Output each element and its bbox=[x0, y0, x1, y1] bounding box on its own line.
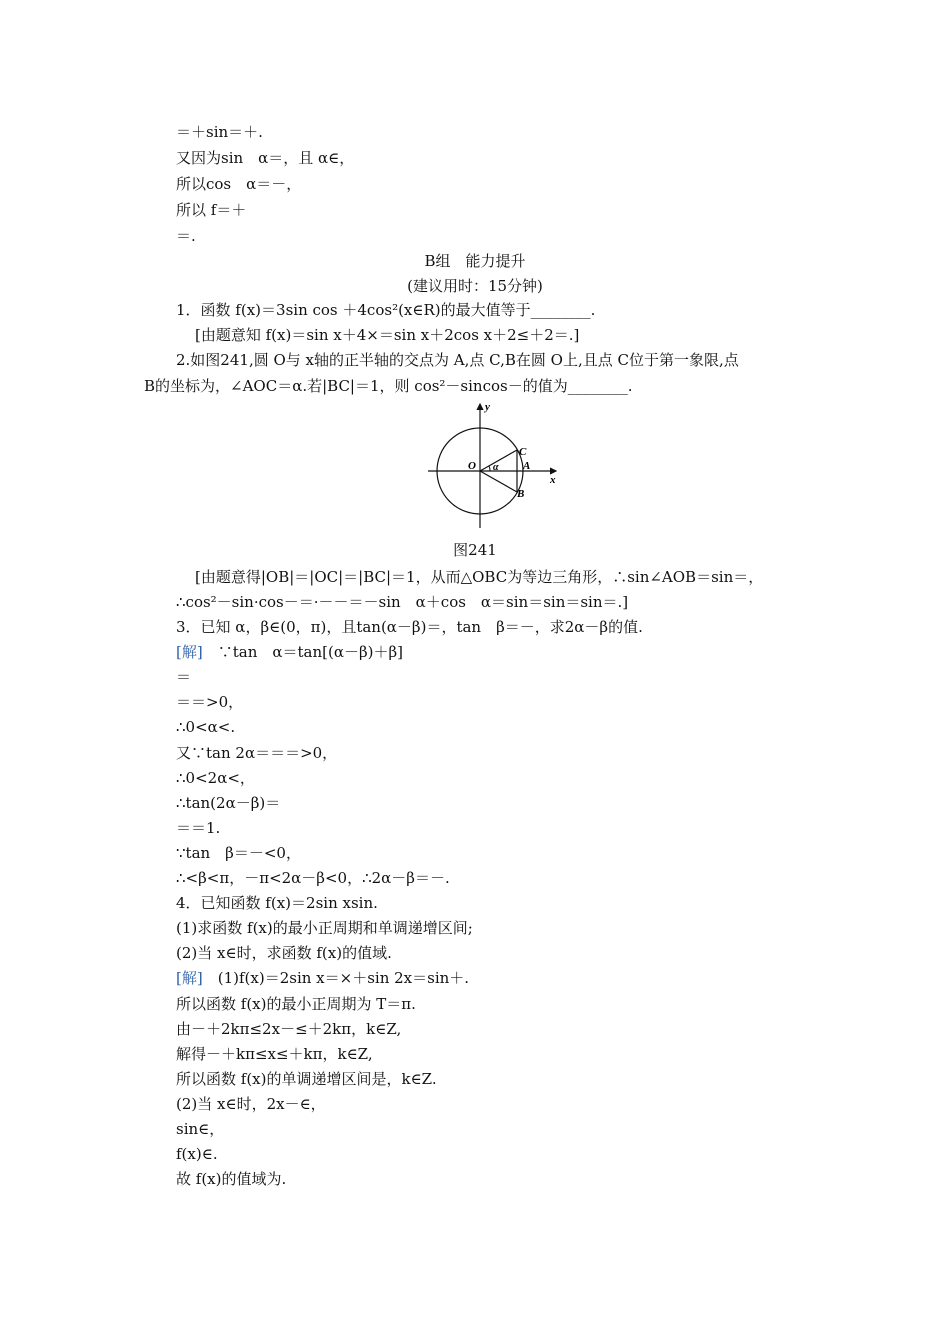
question-4: 4．已知函数 f(x)＝2sin xsin. bbox=[176, 894, 378, 912]
question-4-solution-line bbox=[176, 968, 469, 988]
question-2-solution-1: [由题意得|OB|＝|OC|＝|BC|＝1，从而△OBC为等边三角形，∴sin∠AOB＝sin＝， bbox=[195, 568, 764, 586]
angle-arc bbox=[489, 466, 490, 471]
text-line: sin∈， bbox=[176, 1120, 225, 1138]
text-line: ＝＝1. bbox=[176, 819, 221, 837]
text-line: ＝＋sin＝＋. bbox=[176, 123, 263, 141]
text-line: 又因为sin α＝，且 α∈， bbox=[176, 149, 355, 167]
question-2-line-2: B的坐标为，∠AOC＝α.若|BC|＝1，则 cos²－sincos－的值为________. bbox=[144, 377, 633, 395]
section-subheading: (建议用时：15分钟) bbox=[407, 277, 543, 295]
question-3: 3．已知 α，β∈(0，π)，且tan(α－β)＝，tan β＝－，求2α－β的值. bbox=[176, 618, 643, 636]
solution-text: (1)f(x)＝2sin x＝×＋sin 2x＝sin＋. bbox=[217, 969, 470, 987]
question-3-solution-line bbox=[176, 642, 403, 662]
text-line: ∴<β<π，－π<2α－β<0，∴2α－β＝－. bbox=[176, 869, 450, 887]
text-line: ＝ bbox=[176, 668, 192, 686]
solution-tag: [解] bbox=[176, 643, 203, 661]
section-heading: B组 能力提升 bbox=[424, 252, 526, 270]
text-line: 所以函数 f(x)的最小正周期为 T＝π. bbox=[176, 995, 416, 1013]
text-line: 由－＋2kπ≤2x－≤＋2kπ，k∈Z, bbox=[176, 1020, 402, 1038]
question-1: 1．函数 f(x)＝3sin cos ＋4cos²(x∈R)的最大值等于________. bbox=[176, 301, 596, 319]
text-line: (2)当 x∈时，2x－∈， bbox=[176, 1095, 326, 1113]
text-line: ＝＝>0， bbox=[176, 693, 244, 711]
text-line: 所以cos α＝－， bbox=[176, 175, 302, 193]
text-line: ＝. bbox=[176, 227, 196, 245]
label-b: B bbox=[517, 488, 525, 500]
figure-caption: 图241 bbox=[453, 541, 497, 559]
text-line: 所以函数 f(x)的单调递增区间是，k∈Z. bbox=[176, 1070, 437, 1088]
question-2-line-1: 2.如图241,圆 O与 x轴的正半轴的交点为 A,点 C,B在圆 O上,且点 C位于第一象限,点 bbox=[176, 351, 739, 369]
text-line: 所以 f＝＋ bbox=[176, 201, 247, 219]
unit-circle-figure bbox=[424, 398, 564, 538]
label-alpha: α bbox=[493, 462, 499, 473]
label-x: x bbox=[550, 474, 556, 486]
text-line: ∵tan β＝－<0， bbox=[176, 844, 301, 862]
text-line: f(x)∈. bbox=[176, 1145, 218, 1163]
solution-tag: [解] bbox=[176, 969, 203, 987]
question-2-solution-2: ∴cos²－sin·cos－＝·－－＝－sin α＋cos α＝sin＝sin＝sin＝.] bbox=[176, 593, 629, 611]
solution-text: ∵tan α＝tan[(α－β)＋β] bbox=[217, 643, 404, 661]
text-line: ∴0<2α<， bbox=[176, 769, 255, 787]
label-o: O bbox=[468, 460, 476, 472]
text-line: 又∵tan 2α＝＝＝>0， bbox=[176, 744, 338, 762]
label-y: y bbox=[485, 401, 490, 413]
segment-ob bbox=[480, 471, 517, 492]
question-1-answer: [由题意知 f(x)＝sin x＋4×＝sin x＋2cos x＋2≤＋2＝.] bbox=[195, 326, 580, 344]
question-4-part-1: (1)求函数 f(x)的最小正周期和单调递增区间; bbox=[176, 919, 473, 937]
label-c: C bbox=[519, 446, 527, 458]
text-line: ∴0<α<. bbox=[176, 718, 236, 736]
label-a: A bbox=[523, 460, 531, 472]
question-4-part-2: (2)当 x∈时，求函数 f(x)的值域. bbox=[176, 944, 392, 962]
text-line: 解得－＋kπ≤x≤＋kπ，k∈Z, bbox=[176, 1045, 373, 1063]
text-line: ∴tan(2α－β)＝ bbox=[176, 794, 281, 812]
text-line: 故 f(x)的值域为. bbox=[176, 1170, 287, 1188]
